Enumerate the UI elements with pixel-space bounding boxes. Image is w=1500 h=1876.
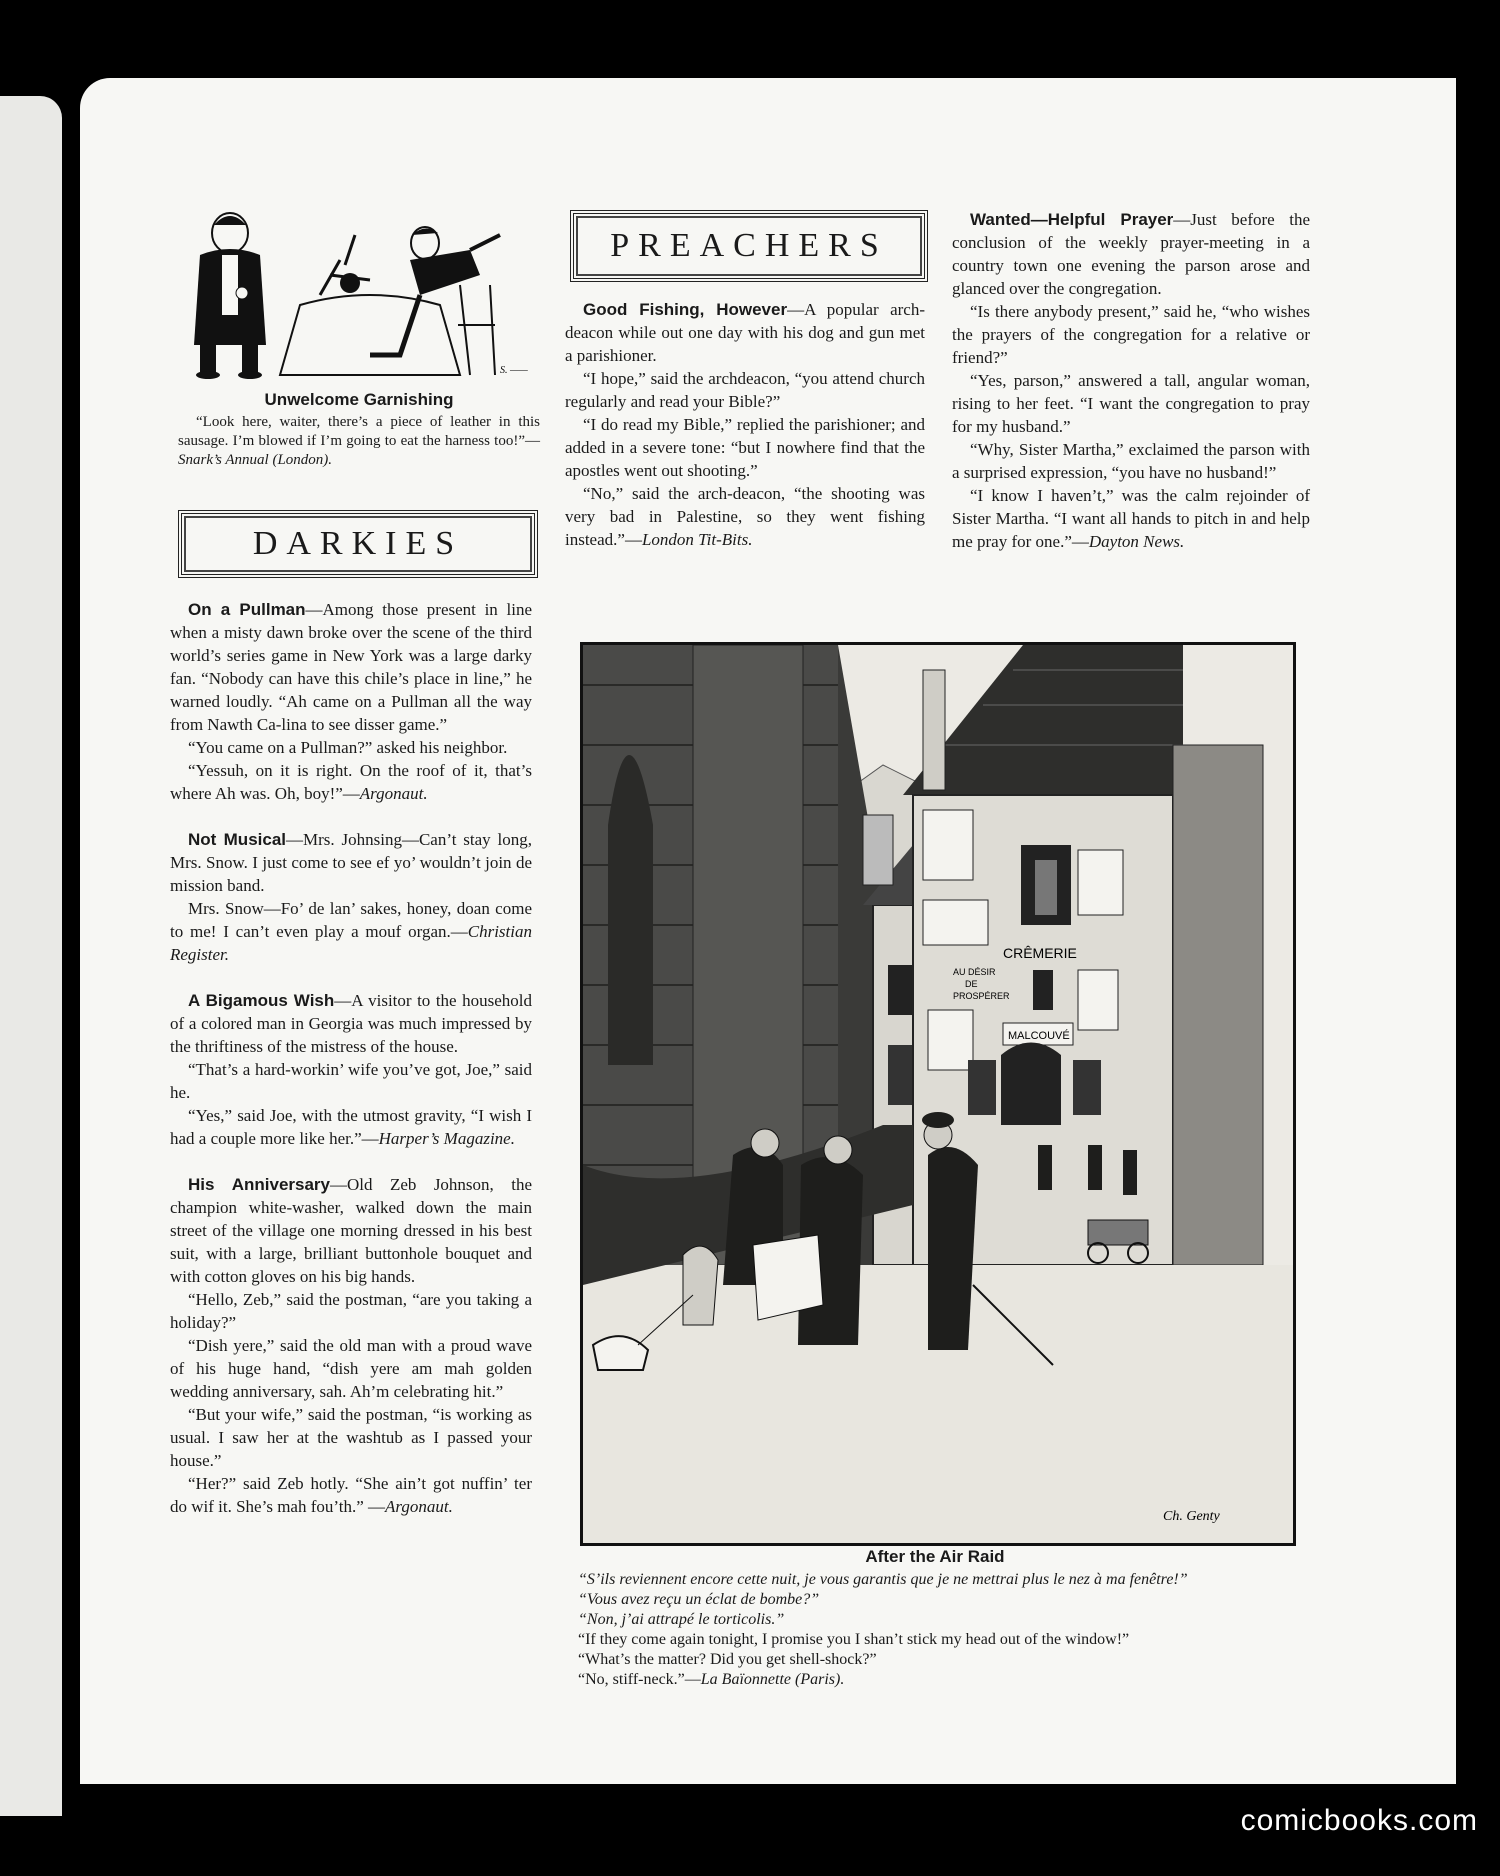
story-source: Argonaut. — [359, 784, 428, 803]
sign-sub3: PROSPÉRER — [953, 991, 1010, 1001]
story-not-musical — [170, 828, 532, 897]
story-text — [170, 897, 532, 966]
sign-sub2: DE — [965, 979, 978, 989]
story-title: Not Musical — [188, 830, 287, 849]
story-text: “You came on a Pullman?” asked his neighbor. — [188, 738, 508, 757]
darkies-header-text: DARKIES — [252, 525, 464, 562]
sign-cremerie: CRÊMERIE — [1003, 945, 1077, 961]
story-text: —Among those present in line when a misty dawn broke over the scene of the third world’s series game in New York was a large darky fan. “Nobody can have this chile’s place in line,” he warned loudly. “Ah came on a Pullman all the way from Nawth Ca-lina to see disser game.” — [170, 600, 532, 734]
preachers-column-2 — [952, 208, 1310, 553]
story-text-span: “No,” said the arch-deacon, “the shooting was very bad in Palestine, so they went fishing instead.”— — [565, 484, 925, 549]
story-on-a-pullman — [170, 598, 532, 736]
story-text — [170, 1472, 532, 1518]
air-raid-title: After the Air Raid — [865, 1547, 1005, 1566]
story-text-span: “Yes,” said Joe, with the utmost gravity, “I wish I had a couple more like her.”— — [170, 1106, 532, 1148]
darkies-header — [178, 510, 538, 578]
story-source: Harper’s Magazine. — [378, 1129, 515, 1148]
story-his-anniversary — [170, 1173, 532, 1288]
preachers-header — [570, 210, 928, 282]
story-text: —A visitor to the household of a colored man in Georgia was much impressed by the thriftiness of the mistress of the house. — [170, 991, 532, 1056]
sign-sub1: AU DÉSIR — [953, 967, 996, 977]
cartoon1-caption-text: “Look here, waiter, there’s a piece of leather in this sausage. I’m blowed if I’m going to eat the harness too!”— — [178, 414, 540, 449]
story-text: —Mrs. Johnsing—Can’t stay long, Mrs. Snow. I just come to see ef yo’ wouldn’t join de mission band. — [170, 830, 532, 895]
story-source: Dayton News. — [1088, 532, 1185, 551]
story-text: “I do read my Bible,” replied the parishioner; and added in a severe tone: “but I nowhere find that the apostles went out shooting.” — [565, 415, 925, 480]
cartoon1-source: Snark’s Annual (London). — [178, 452, 333, 468]
story-text: “Dish yere,” said the old man with a proud wave of his huge hand, “dish yere am mah golden wedding anniversary, sah. Ah’m celebrating hit.” — [170, 1336, 532, 1401]
caption-source: La Baïonnette (Paris). — [700, 1671, 845, 1688]
street-scene-drawing — [583, 645, 1293, 1543]
cartoon-unwelcome-garnishing — [170, 205, 550, 385]
facing-page-edge — [0, 96, 62, 1816]
air-raid-illustration — [580, 642, 1296, 1546]
sign-malcouve: MALCOUVÉ — [1008, 1030, 1070, 1042]
caption-french-line: “Vous avez reçu un éclat de bombe?” — [578, 1591, 820, 1608]
watermark: comicbooks.com — [1240, 1804, 1478, 1837]
story-text: “Hello, Zeb,” said the postman, “are you taking a holiday?” — [170, 1290, 532, 1332]
story-text: “Yes, parson,” answered a tall, angular woman, rising to her feet. “I want the congregation to pray for my husband.” — [952, 371, 1310, 436]
story-text: —Old Zeb Johnson, the champion white-washer, walked down the main street of the village one morning dressed in his best suit, with a large, brilliant buttonhole bouquet and with cotton gloves on his big hands. — [170, 1175, 532, 1286]
story-text-span: “Her?” said Zeb hotly. “She ain’t got nuffin’ ter do wif it. She’s mah fou’th.” — — [170, 1474, 532, 1516]
story-text: —Just before the conclusion of the weekly prayer-meeting in a country town one evening the parson arose and glanced over the congregation. — [952, 210, 1310, 298]
cartoon1-caption — [178, 413, 540, 470]
story-title: A Bigamous Wish — [188, 991, 335, 1010]
darkies-column — [170, 598, 532, 1518]
caption-english-span: “No, stiff-neck.”— — [578, 1671, 701, 1688]
caption-english-line — [560, 1670, 1300, 1690]
story-text — [565, 482, 925, 551]
cartoon1-title: Unwelcome Garnishing — [264, 390, 454, 409]
story-text-span: “I know I haven’t,” was the calm rejoinder of Sister Martha. “I want all hands to pitch in and help me pray for one.”— — [952, 486, 1310, 551]
story-source: Christian Register. — [170, 922, 532, 964]
preachers-header-text: PREACHERS — [610, 227, 888, 264]
story-text: “But your wife,” said the postman, “is working as usual. I saw her at the washtub as I passed your house.” — [170, 1405, 532, 1470]
caption-french-line: “Non, j’ai attrapé le torticolis.” — [578, 1611, 785, 1628]
story-text-span: “Yessuh, on it is right. On the roof of it, that’s where Ah was. Oh, boy!”— — [170, 761, 532, 803]
story-text — [170, 759, 532, 805]
story-source: London Tit-Bits. — [641, 530, 753, 549]
story-good-fishing — [565, 298, 925, 367]
story-title: His Anniversary — [188, 1175, 331, 1194]
story-text: “Is there anybody present,” said he, “who wishes the prayers of the congregation for a relative or friend?” — [952, 302, 1310, 367]
story-text: “That’s a hard-workin’ wife you’ve got, Joe,” said he. — [170, 1060, 532, 1102]
story-source: Argonaut. — [385, 1497, 453, 1516]
preachers-column-1 — [565, 298, 925, 551]
svg-text:S. ——: S. —— — [500, 365, 528, 376]
story-text: “I hope,” said the archdeacon, “you attend church regularly and read your Bible?” — [565, 369, 925, 411]
artist-signature: Ch. Genty — [1163, 1509, 1220, 1524]
story-title: Wanted—Helpful Prayer — [970, 210, 1174, 229]
story-text — [952, 484, 1310, 553]
story-text: —A popular arch-deacon while out one day with his dog and gun met a parishioner. — [565, 300, 925, 365]
story-title: On a Pullman — [188, 600, 306, 619]
air-raid-caption — [560, 1570, 1300, 1690]
story-bigamous-wish — [170, 989, 532, 1058]
caption-french-line: “S’ils reviennent encore cette nuit, je vous garantis que je ne mettrai plus le nez à ma fenêtre!” — [578, 1571, 1188, 1588]
story-text: “Why, Sister Martha,” exclaimed the parson with a surprised expression, “you have no husband!” — [952, 440, 1310, 482]
story-text-span: Mrs. Snow—Fo’ de lan’ sakes, honey, doan come to me! I can’t even play a mouf organ.— — [170, 899, 532, 941]
caption-english-line: “If they come again tonight, I promise you I shan’t stick my head out of the window!” — [578, 1631, 1130, 1648]
caption-english-line: “What’s the matter? Did you get shell-shock?” — [578, 1651, 877, 1668]
story-wanted-helpful-prayer — [952, 208, 1310, 300]
story-title: Good Fishing, However — [583, 300, 788, 319]
story-text — [170, 1104, 532, 1150]
